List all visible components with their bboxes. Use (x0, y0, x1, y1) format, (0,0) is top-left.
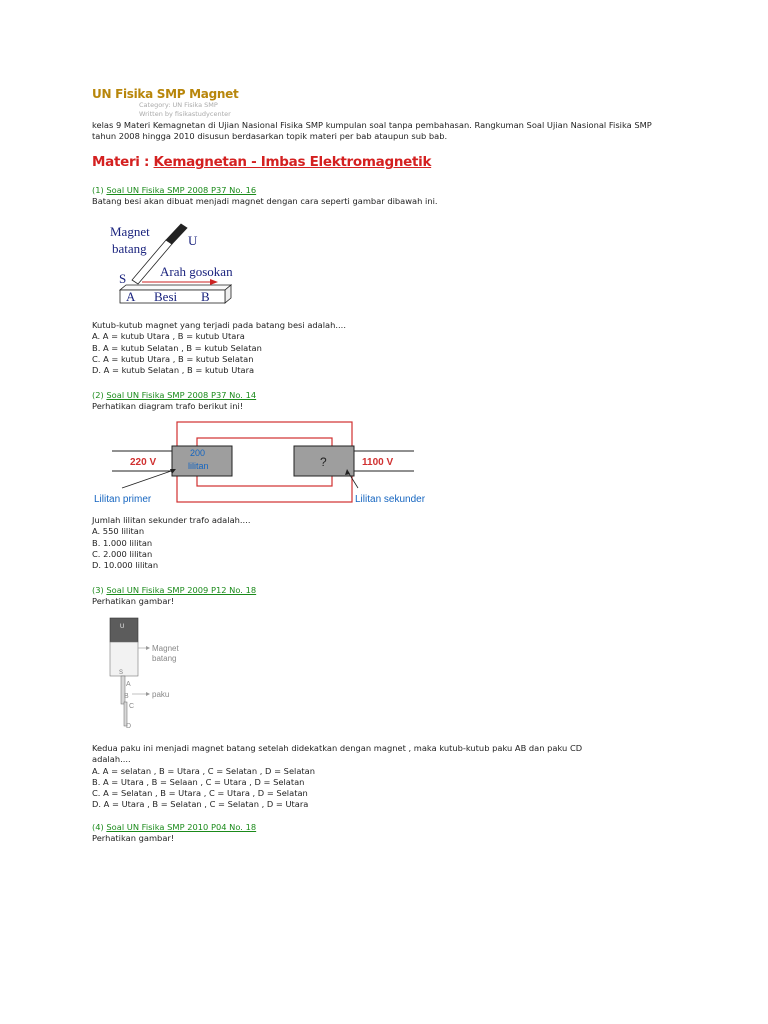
fig1-besi-label: Besi (154, 289, 178, 304)
answer-option: A. 550 lilitan (92, 526, 145, 537)
answer-option: A. A = kutub Utara , B = kutub Utara (92, 331, 245, 342)
answer-option: D. A = Utara , B = Selatan , C = Selatan , D = Utara (92, 799, 309, 810)
answer-option: B. A = Utara , B = Selaan , C = Utara , D = Selatan (92, 776, 305, 787)
page-title: UN Fisika SMP Magnet (92, 87, 239, 101)
fig2-n1b-label: lilitan (188, 461, 209, 471)
answer-option: B. A = kutub Selatan , B = kutub Selatan (92, 342, 262, 353)
author-label: Written by fisikastudycenter (139, 110, 231, 118)
fig2-unknown-label: ? (320, 455, 327, 469)
fig2-vin-label: 220 V (130, 457, 157, 468)
question-3-link[interactable]: Soal UN Fisika SMP 2009 P12 No. 18 (106, 585, 257, 595)
fig3-a-label: A (126, 681, 131, 688)
fig1-s-label: S (119, 271, 127, 286)
question-1-header (92, 185, 256, 195)
question-4-header (92, 822, 256, 832)
question-4-link[interactable]: Soal UN Fisika SMP 2010 P04 No. 18 (106, 822, 257, 832)
question-stem: Jumlah lilitan sekunder trafo adalah.... (92, 515, 251, 525)
question-2-intro: Perhatikan diagram trafo berikut ini! (92, 401, 244, 411)
intro-paragraph: kelas 9 Materi Kemagnetan di Ujian Nasional Fisika SMP kumpulan soal tanpa pembahasan. Rangkuman Soal Ujian Nasional Fisika SMP tahun 2008 hingga 2010 disusun berdasarkan topik materi per bab ataupun sub bab. (92, 120, 652, 141)
question-stem: Kedua paku ini menjadi magnet batang setelah didekatkan dengan magnet , maka kutub-kutub paku AB dan paku CD adalah.... (92, 743, 583, 765)
fig3-s-label: S (119, 670, 124, 676)
heading-prefix: Materi : (92, 154, 154, 170)
question-2-body (92, 515, 250, 571)
question-4-intro: Perhatikan gambar! (92, 833, 175, 843)
fig2-n1-label: 200 (190, 448, 206, 458)
question-number: (3) (92, 585, 107, 595)
category-label[interactable]: Category: UN Fisika SMP (139, 101, 218, 109)
question-number: (1) (92, 185, 107, 195)
answer-option: A. A = selatan , B = Utara , C = Selatan , D = Selatan (92, 765, 316, 776)
fig1-a-label: A (126, 289, 136, 304)
answer-option: C. A = kutub Utara , B = kutub Selatan (92, 353, 254, 364)
answer-option: C. 2.000 lilitan (92, 548, 153, 559)
fig1-u-label: U (188, 233, 198, 248)
fig1-b-label: B (201, 289, 210, 304)
answer-option: D. 10.000 lilitan (92, 560, 159, 571)
fig1-magnet-label: Magnet (110, 224, 150, 239)
question-3-intro: Perhatikan gambar! (92, 596, 175, 606)
heading-topic-link[interactable]: Kemagnetan - Imbas Elektromagnetik (153, 154, 432, 170)
fig3-d-label: D (126, 723, 132, 730)
question-3-header (92, 585, 256, 595)
fig3-c-label: C (129, 703, 135, 710)
magnet-nail-figure (104, 614, 194, 732)
question-1-link[interactable]: Soal UN Fisika SMP 2008 P37 No. 16 (106, 185, 257, 195)
question-2-link[interactable]: Soal UN Fisika SMP 2008 P37 No. 14 (106, 390, 257, 400)
fig1-arah-label: Arah gosokan (160, 264, 233, 279)
question-1-body (92, 320, 346, 376)
fig1-batang-label: batang (112, 241, 147, 256)
fig3-magnet-label: Magnet (152, 644, 179, 653)
question-number: (2) (92, 390, 107, 400)
question-1-intro: Batang besi akan dibuat menjadi magnet dengan cara seperti gambar dibawah ini. (92, 196, 438, 206)
fig3-batang-label: batang (152, 654, 177, 663)
fig2-vout-label: 1100 V (362, 457, 394, 468)
fig3-b-label: B (124, 693, 129, 700)
magnet-rubbing-figure (100, 222, 250, 310)
fig2-primer-label: Lilitan primer (94, 494, 152, 505)
question-number: (4) (92, 822, 107, 832)
question-stem: Kutub-kutub magnet yang terjadi pada batang besi adalah.... (92, 320, 346, 330)
fig3-u-label: U (120, 624, 125, 630)
answer-option: B. 1.000 lilitan (92, 537, 153, 548)
transformer-diagram (92, 418, 442, 510)
answer-option: D. A = kutub Selatan , B = kutub Utara (92, 365, 255, 376)
question-3-body (92, 743, 612, 811)
fig3-paku-label: paku (152, 690, 170, 699)
answer-option: C. A = Selatan , B = Utara , C = Utara , D = Selatan (92, 788, 308, 799)
question-2-header (92, 390, 256, 400)
section-heading (92, 154, 431, 170)
fig2-sekunder-label: Lilitan sekunder (355, 494, 426, 505)
